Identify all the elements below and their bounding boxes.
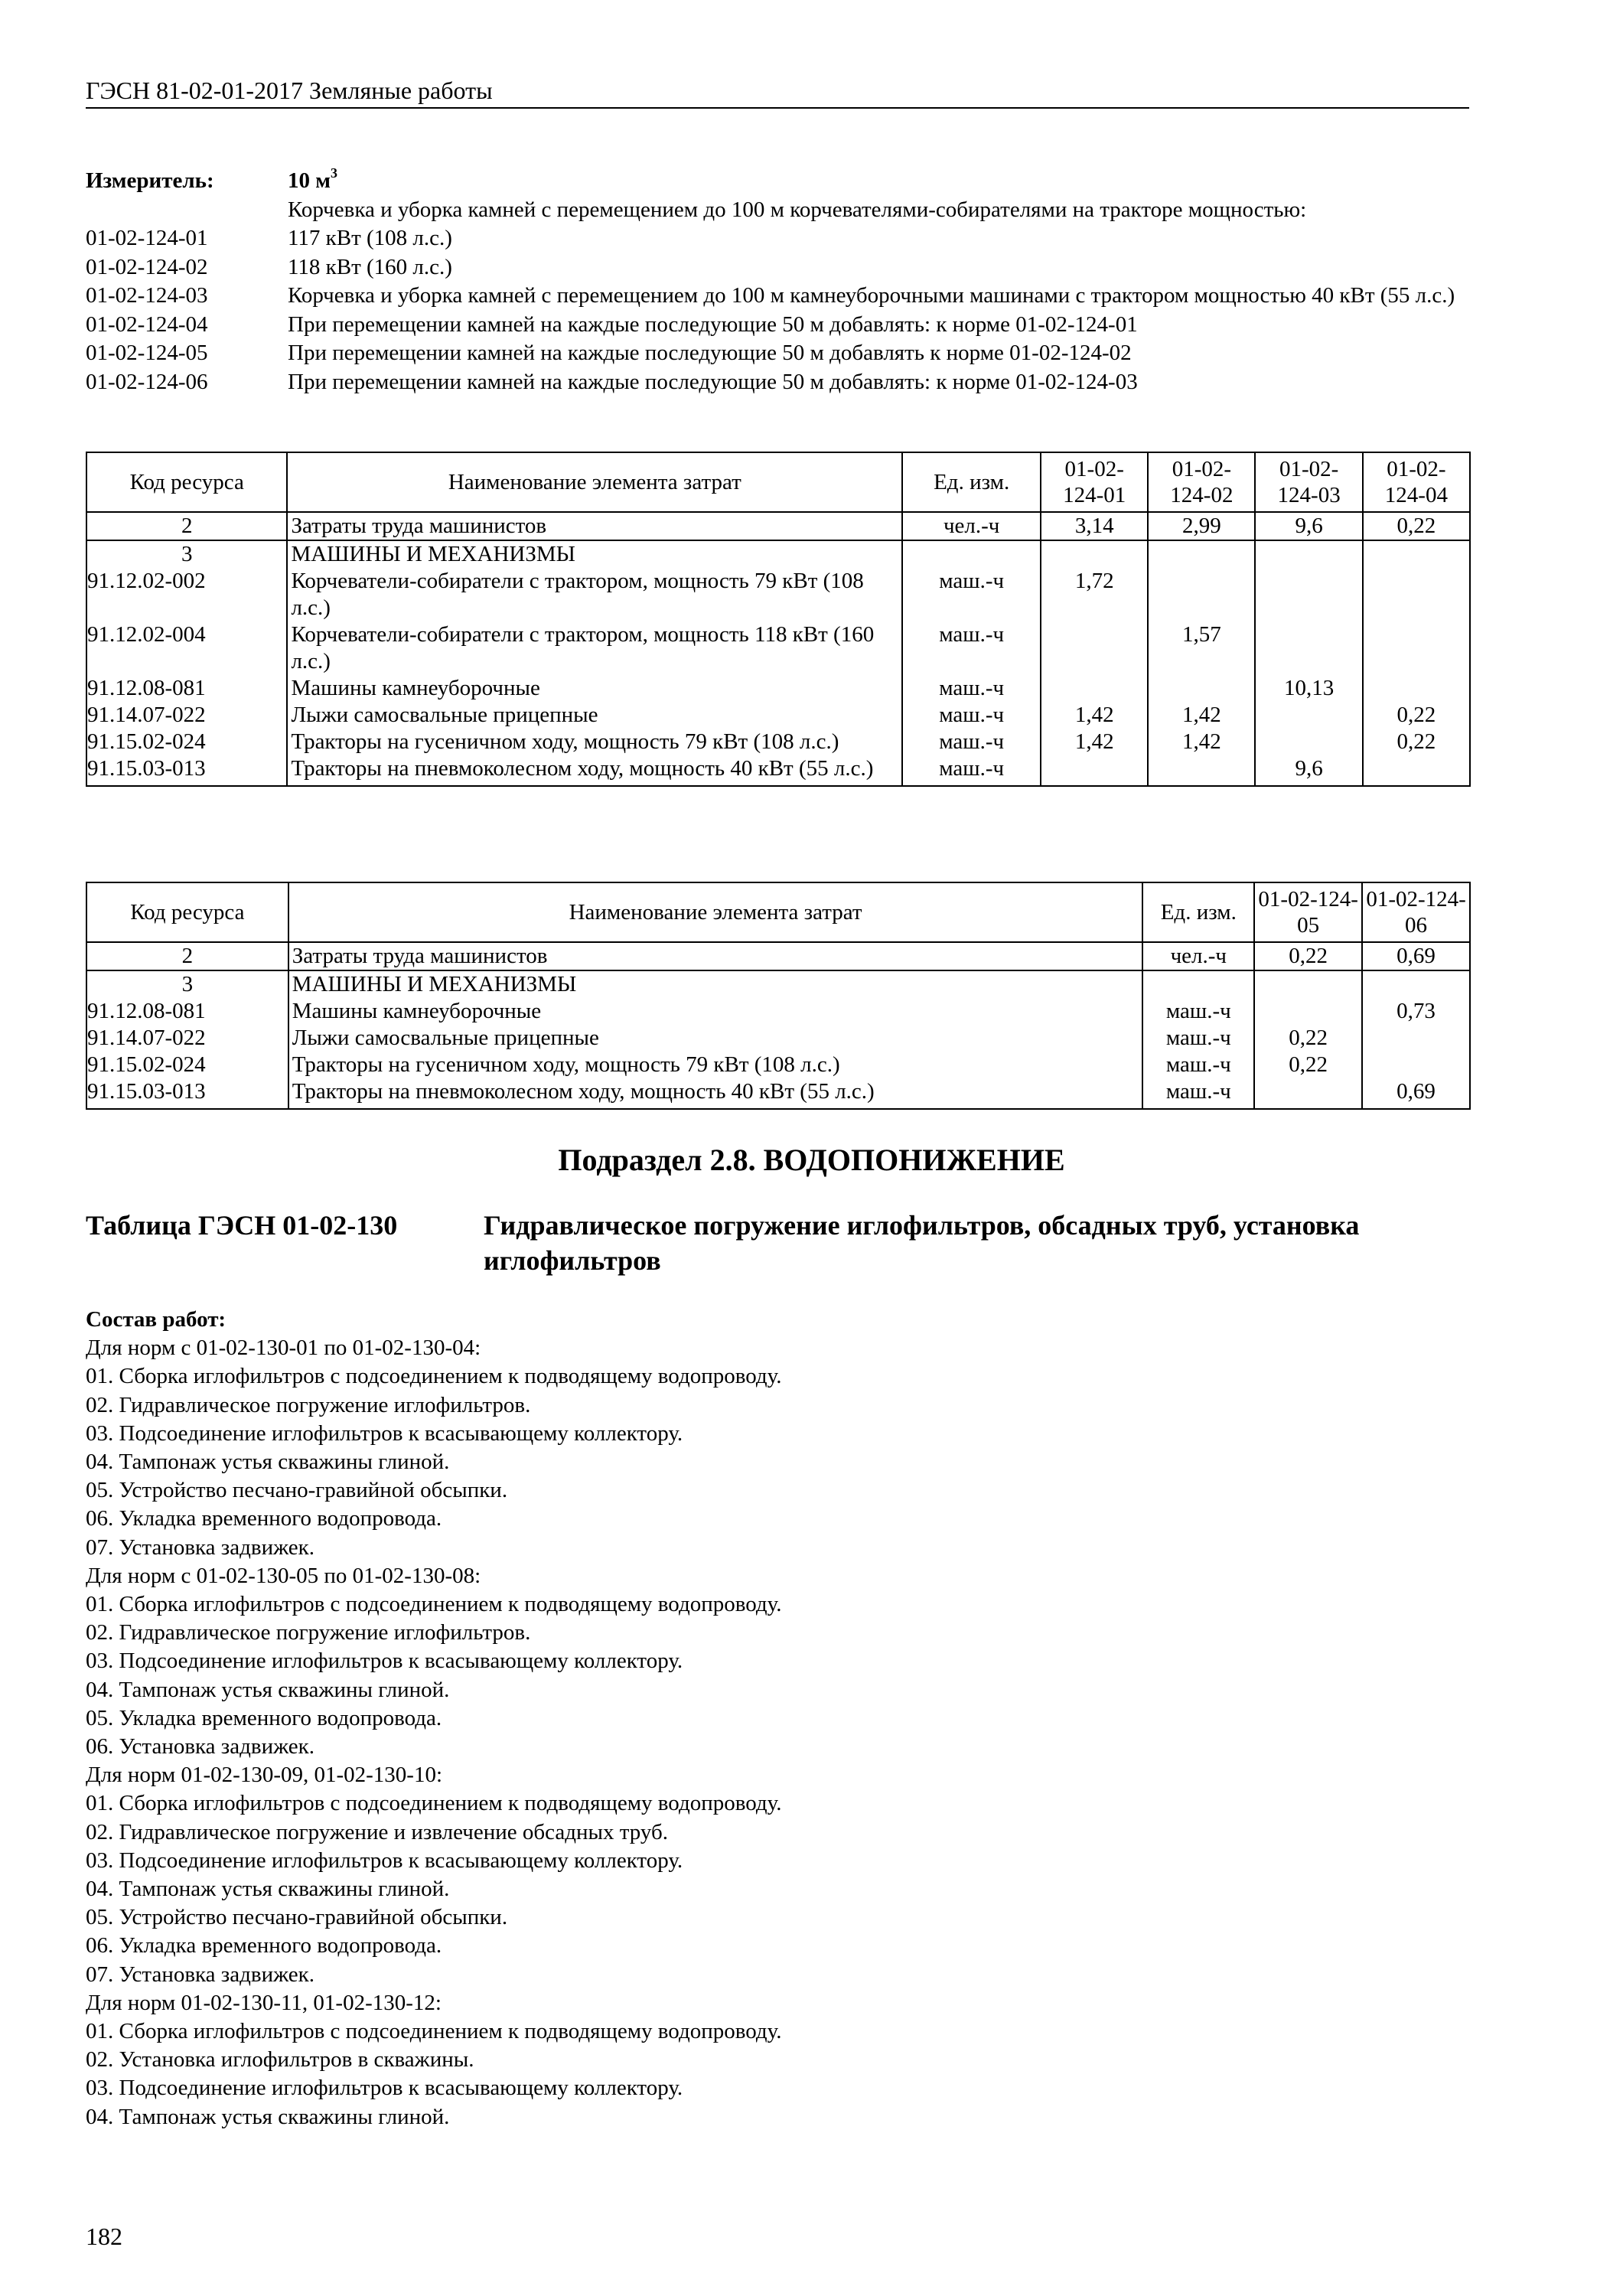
section-code: 3 (86, 540, 287, 568)
running-header: ГЭСН 81-02-01-2017 Земляные работы (86, 75, 1469, 109)
resource-name: Машины камнеуборочные (288, 998, 1143, 1025)
work-item: 01. Сборка иглофильтров с подсоединением к подводящему водопроводу. (86, 1364, 782, 1389)
section-code: 3 (86, 970, 288, 998)
norm-value (1255, 729, 1362, 755)
column-header: Код ресурса (86, 882, 288, 942)
norm-value: 2,99 (1148, 512, 1255, 540)
work-item: Для норм 01-02-130-09, 01-02-130-10: (86, 1763, 443, 1788)
resource-row (86, 621, 1470, 675)
resource-code: 91.14.07-022 (86, 1025, 288, 1052)
resource-name: Корчеватели-собиратели с трактором, мощность 79 кВт (108 л.с.) (287, 568, 902, 621)
works-title: Состав работ: (86, 1307, 227, 1332)
resource-name: Тракторы на пневмоколесном ходу, мощность 40 кВт (55 л.с.) (288, 1078, 1143, 1109)
norm-value (1148, 675, 1255, 702)
measure-unit: 10 $м^3$ (288, 165, 338, 193)
resource-row (86, 755, 1470, 786)
column-header: 01-02-124-04 (1363, 452, 1470, 512)
section-title: МАШИНЫ И МЕХАНИЗМЫ (287, 540, 902, 568)
norm-value: 0,22 (1363, 512, 1470, 540)
norm-value: 0,22 (1363, 702, 1470, 729)
norm-value: 1,42 (1041, 729, 1148, 755)
work-item: Для норм с 01-02-130-01 по 01-02-130-04: (86, 1336, 481, 1361)
work-item: 02. Гидравлическое погружение иглофильтров. (86, 1620, 531, 1645)
norm-value: 1,42 (1041, 702, 1148, 729)
resource-code: 2 (86, 942, 288, 970)
norm-row (86, 339, 1469, 368)
norm-value (1255, 702, 1362, 729)
subsection-title: Подраздел 2.8. ВОДОПОНИЖЕНИЕ (558, 1143, 1065, 1177)
norm-value: 0,22 (1254, 1052, 1362, 1078)
work-item: Для норм 01-02-130-11, 01-02-130-12: (86, 1990, 442, 2015)
work-item: 05. Укладка временного водопровода. (86, 1705, 442, 1730)
resource-code: 2 (86, 512, 287, 540)
norm-value (1363, 755, 1470, 786)
norm-value: 0,69 (1362, 1078, 1470, 1109)
norm-row (86, 368, 1469, 397)
column-header: 01-02-124-03 (1255, 452, 1362, 512)
work-item: 06. Укладка временного водопровода. (86, 1933, 442, 1958)
resource-unit: маш.-ч (902, 621, 1041, 675)
resource-row (86, 568, 1470, 621)
norm-value: 0,22 (1254, 1025, 1362, 1052)
work-item: 07. Установка задвижек. (86, 1534, 314, 1560)
resource-name: Тракторы на пневмоколесном ходу, мощность 40 кВт (55 л.с.) (287, 755, 902, 786)
resource-row (86, 675, 1470, 702)
resource-name: Затраты труда машинистов (288, 942, 1143, 970)
resource-name: Лыжи самосвальные прицепные (287, 702, 902, 729)
norm-value: 1,72 (1041, 568, 1148, 621)
resource-code: 91.12.02-002 (86, 568, 287, 621)
work-item: 05. Устройство песчано-гравийной обсыпки. (86, 1905, 508, 1930)
norm-value: 3,14 (1041, 512, 1148, 540)
work-item: 04. Тампонаж устья скважины глиной. (86, 1450, 450, 1475)
work-item: 04. Тампонаж устья скважины глиной. (86, 1677, 450, 1702)
column-header: 01-02-124-06 (1362, 882, 1470, 942)
norm-value: 0,73 (1362, 998, 1470, 1025)
norm-value: 9,6 (1255, 755, 1362, 786)
work-item: 02. Установка иглофильтров в скважины. (86, 2047, 474, 2073)
resource-code: 91.15.03-013 (86, 755, 287, 786)
norm-value: 0,69 (1362, 942, 1470, 970)
norm-description: 117 кВт (108 л.с.) (288, 226, 452, 250)
norm-description: При перемещении камней на каждые последующие 50 м добавлять к норме 01-02-124-02 (288, 341, 1132, 365)
norm-description: При перемещении камней на каждые последующие 50 м добавлять: к норме 01-02-124-03 (288, 369, 1138, 394)
resource-name: Тракторы на гусеничном ходу, мощность 79 кВт (108 л.с.) (287, 729, 902, 755)
column-header: 01-02-124-05 (1254, 882, 1362, 942)
norm-value (1041, 675, 1148, 702)
column-header: Ед. изм. (902, 452, 1041, 512)
work-item: 01. Сборка иглофильтров с подсоединением к подводящему водопроводу. (86, 1791, 782, 1816)
work-item: Для норм с 01-02-130-05 по 01-02-130-08: (86, 1563, 481, 1588)
norm-value (1363, 568, 1470, 621)
section-row (86, 540, 1470, 568)
measure-block (86, 167, 1469, 396)
norm-value: 10,13 (1255, 675, 1362, 702)
resource-code: 91.14.07-022 (86, 702, 287, 729)
resource-name: Затраты труда машинистов (287, 512, 902, 540)
resource-unit: чел.-ч (902, 512, 1041, 540)
norm-value (1255, 568, 1362, 621)
norm-description: При перемещении камней на каждые последующие 50 м добавлять: к норме 01-02-124-01 (288, 311, 1138, 337)
section-row (86, 970, 1470, 998)
norm-description: Корчевка и уборка камней с перемещением до 100 м камнеуборочными машинами с трактором мощностью 40 кВт (55 л.с.) (288, 283, 1455, 308)
norm-code: 01-02-124-06 (86, 369, 208, 394)
labor-row (86, 512, 1470, 540)
work-item: 04. Тампонаж устья скважины глиной. (86, 2104, 450, 2129)
column-header: Код ресурса (86, 452, 287, 512)
resource-unit: маш.-ч (902, 729, 1041, 755)
work-item: 06. Установка задвижек. (86, 1734, 314, 1760)
resource-unit: маш.-ч (902, 702, 1041, 729)
norm-value: 0,22 (1254, 942, 1362, 970)
resource-name: Корчеватели-собиратели с трактором, мощность 118 кВт (160 л.с.) (287, 621, 902, 675)
norm-code: 01-02-124-04 (86, 311, 208, 337)
work-item: 04. Тампонаж устья скважины глиной. (86, 1877, 450, 1902)
resource-row (86, 1025, 1470, 1052)
resource-unit: маш.-ч (1142, 1025, 1254, 1052)
resource-name: Лыжи самосвальные прицепные (288, 1025, 1143, 1052)
resource-unit: маш.-ч (902, 675, 1041, 702)
works-composition (86, 1306, 1471, 2131)
resource-table-1 (86, 452, 1471, 787)
work-item: 03. Подсоединение иглофильтров к всасывающему коллектору. (86, 1420, 683, 1446)
norm-value (1254, 1078, 1362, 1109)
norm-value (1362, 1025, 1470, 1052)
section-title: МАШИНЫ И МЕХАНИЗМЫ (288, 970, 1143, 998)
column-header: Наименование элемента затрат (287, 452, 902, 512)
resource-unit: маш.-ч (1142, 1052, 1254, 1078)
work-item: 03. Подсоединение иглофильтров к всасывающему коллектору. (86, 1848, 683, 1873)
resource-unit: чел.-ч (1142, 942, 1254, 970)
resource-row (86, 1078, 1470, 1109)
resource-code: 91.12.08-081 (86, 998, 288, 1025)
resource-code: 91.12.08-081 (86, 675, 287, 702)
table-title (86, 1208, 1471, 1278)
table-title-label: Таблица ГЭСН 01-02-130 (86, 1210, 398, 1241)
resource-row (86, 702, 1470, 729)
norm-code: 01-02-124-01 (86, 226, 208, 250)
norm-row (86, 282, 1469, 311)
work-item: 01. Сборка иглофильтров с подсоединением к подводящему водопроводу. (86, 1592, 782, 1617)
work-item: 02. Гидравлическое погружение и извлечение обсадных труб. (86, 1819, 669, 1844)
norm-value: 1,42 (1148, 702, 1255, 729)
norm-value (1363, 621, 1470, 675)
resource-code: 91.15.03-013 (86, 1078, 288, 1109)
column-header: Ед. изм. (1142, 882, 1254, 942)
measure-intro: Корчевка и уборка камней с перемещением до 100 м корчевателями-собирателями на тракторе мощностью: (288, 197, 1307, 222)
resource-table-2 (86, 882, 1471, 1110)
norm-value (1148, 568, 1255, 621)
resource-row (86, 998, 1470, 1025)
resource-code: 91.15.02-024 (86, 729, 287, 755)
work-item: 05. Устройство песчано-гравийной обсыпки. (86, 1478, 508, 1503)
norm-value (1148, 755, 1255, 786)
norm-value (1254, 998, 1362, 1025)
norm-value: 9,6 (1255, 512, 1362, 540)
norm-value (1255, 621, 1362, 675)
norm-value: 0,22 (1363, 729, 1470, 755)
norm-row (86, 311, 1469, 340)
norm-value: 1,42 (1148, 729, 1255, 755)
resource-unit: маш.-ч (902, 755, 1041, 786)
labor-row (86, 942, 1470, 970)
norm-description: 118 кВт (160 л.с.) (288, 254, 452, 279)
work-item: 02. Гидравлическое погружение иглофильтров. (86, 1392, 531, 1417)
column-header: Наименование элемента затрат (288, 882, 1143, 942)
column-header: 01-02-124-01 (1041, 452, 1148, 512)
resource-name: Машины камнеуборочные (287, 675, 902, 702)
norm-value (1362, 1052, 1470, 1078)
norm-code: 01-02-124-05 (86, 341, 208, 365)
norm-row (86, 224, 1469, 253)
resource-name: Тракторы на гусеничном ходу, мощность 79 кВт (108 л.с.) (288, 1052, 1143, 1078)
work-item: 06. Укладка временного водопровода. (86, 1506, 442, 1531)
column-header: 01-02-124-02 (1148, 452, 1255, 512)
table-title-text: Гидравлическое погружение иглофильтров, обсадных труб, установка иглофильтров (484, 1210, 1360, 1276)
norm-value (1363, 675, 1470, 702)
norm-value: 1,57 (1148, 621, 1255, 675)
norm-code: 01-02-124-03 (86, 283, 208, 308)
resource-unit: маш.-ч (902, 568, 1041, 621)
resource-code: 91.15.02-024 (86, 1052, 288, 1078)
work-item: 03. Подсоединение иглофильтров к всасывающему коллектору. (86, 1649, 683, 1674)
page-number: 182 (86, 2223, 122, 2250)
work-item: 03. Подсоединение иглофильтров к всасывающему коллектору. (86, 2076, 683, 2101)
resource-code: 91.12.02-004 (86, 621, 287, 675)
measure-label: Измеритель: (86, 168, 214, 193)
resource-unit: маш.-ч (1142, 998, 1254, 1025)
resource-unit: маш.-ч (1142, 1078, 1254, 1109)
resource-row (86, 729, 1470, 755)
norm-row (86, 253, 1469, 282)
work-item: 01. Сборка иглофильтров с подсоединением к подводящему водопроводу. (86, 2019, 782, 2044)
norm-value (1041, 755, 1148, 786)
work-item: 07. Установка задвижек. (86, 1962, 314, 1987)
resource-row (86, 1052, 1470, 1078)
norm-code: 01-02-124-02 (86, 254, 208, 279)
norm-value (1041, 621, 1148, 675)
